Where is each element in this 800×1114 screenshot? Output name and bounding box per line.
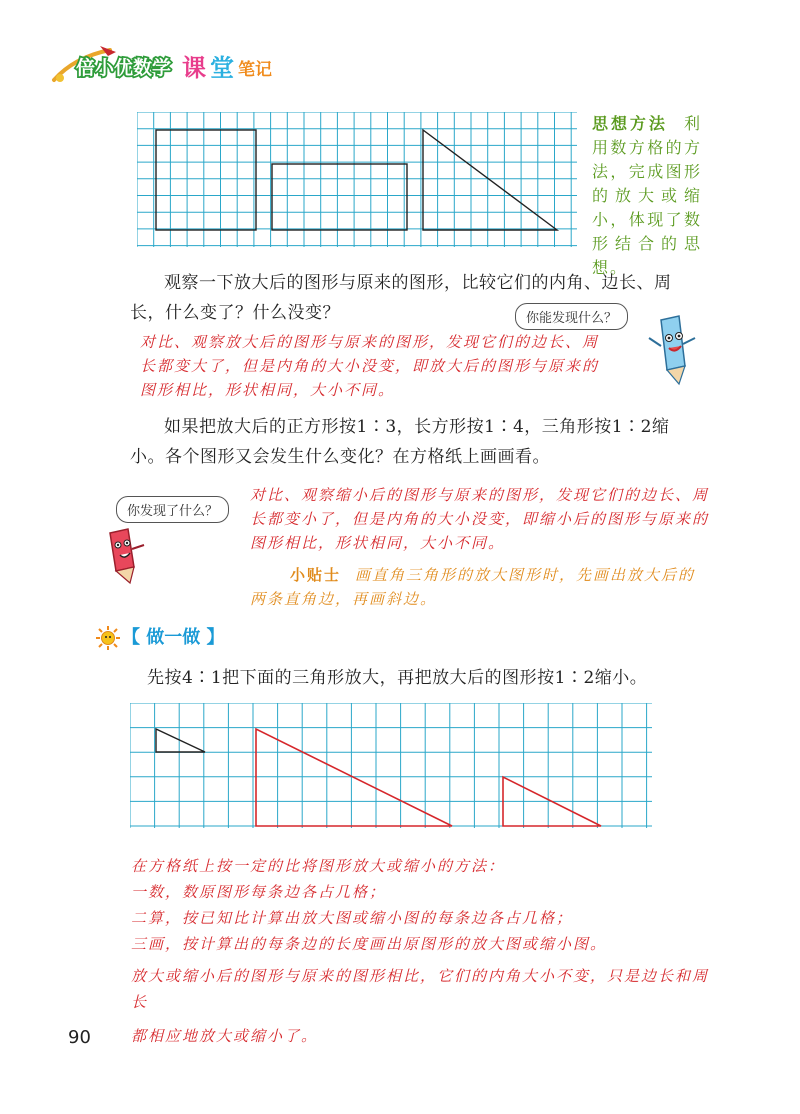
- thinking-method-note: [592, 112, 702, 280]
- method-summary: [131, 853, 711, 1049]
- method-line: 在方格纸上按一定的比将图形放大或缩小的方法：: [131, 857, 506, 875]
- tip-body: 画直角三角形的放大图形时，先画出放大后的两条直角边，再画斜边。: [250, 566, 696, 608]
- section-title-do-it: 【 做一做 】: [122, 627, 225, 648]
- method-line: 二算，按已知比计算出放大图或缩小图的每条边各占几格；: [131, 909, 574, 927]
- logo-text-biji: 笔记: [238, 60, 272, 80]
- header-logo: [50, 42, 310, 86]
- logo-text: 倍小优数学: [76, 57, 172, 79]
- speech-bubble-2: 你发现了什么？: [116, 496, 229, 523]
- answer-1: 对比、观察放大后的图形与原来的图形，发现它们的边长、周长都变大了，但是内角的大小没变，即放大后的图形与原来的图形相比，形状相同，大小不同。: [140, 333, 600, 399]
- method-line: 一数，数原图形每条边各占几格；: [131, 883, 387, 901]
- exercise-instruction: 先按4∶1把下面的三角形放大，再把放大后的图形按1∶2缩小。: [147, 668, 648, 688]
- logo-text-ke: 课: [182, 54, 206, 82]
- logo-text-tang: 堂: [210, 54, 234, 82]
- method-line: 三画，按计算出的每条边的长度画出原图形的放大图或缩小图。: [131, 935, 608, 953]
- method-line: 都相应地放大或缩小了。: [131, 1027, 319, 1045]
- answer-2: 对比、观察缩小后的图形与原来的图形，发现它们的边长、周长都变小了，但是内角的大小没变，即缩小后的图形与原来的图形相比，形状相同，大小不同。: [250, 486, 710, 552]
- red-pencil-mascot-icon: [100, 527, 155, 587]
- method-line: 放大或缩小后的图形与原来的图形相比，它们的内角大小不变，只是边长和周长: [131, 967, 710, 1011]
- enlarged-shapes-grid: [137, 112, 577, 247]
- enlarged-rectangle: [272, 164, 407, 230]
- thinking-method-body: 利用数方格的方法，完成图形的放大或缩小，体现了数形结合的思想。: [592, 114, 702, 277]
- exercise-triangles-grid: [130, 703, 652, 828]
- question-2: 如果把放大后的正方形按1∶3，长方形按1∶4，三角形按1∶2缩小。各个图形又会发生什么变化？在方格纸上画画看。: [130, 417, 670, 467]
- thinking-method-heading: 思想方法: [592, 114, 668, 133]
- sun-icon: [96, 626, 120, 650]
- question-1: 观察一下放大后的图形与原来的图形，比较它们的内角、边长、周长，什么变了？什么没变？: [130, 273, 672, 323]
- page-number: 90: [68, 1027, 91, 1048]
- enlarged-triangle-red: [256, 729, 452, 826]
- tip-heading: 小贴士: [290, 566, 342, 584]
- tip-box: [250, 563, 710, 611]
- blue-pencil-mascot-icon: [635, 312, 710, 387]
- original-triangle: [156, 729, 205, 752]
- speech-bubble-1: 你能发现什么？: [515, 303, 628, 330]
